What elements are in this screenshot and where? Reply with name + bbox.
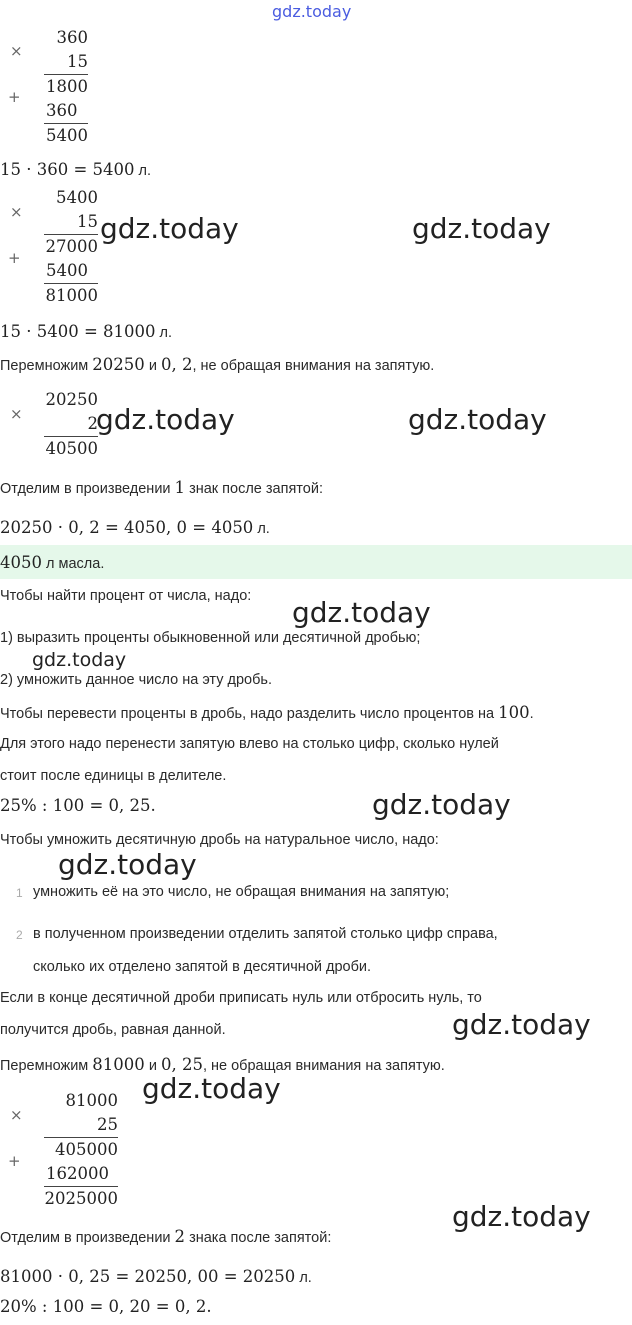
times-sign: × xyxy=(10,42,23,60)
equation-expr: 15 · 360 = 5400 xyxy=(0,160,135,179)
answer xyxy=(0,553,104,572)
number: 81000 xyxy=(92,1055,145,1074)
number: 20250 xyxy=(92,355,145,374)
watermark: gdz.today xyxy=(292,596,431,629)
watermark: gdz.today xyxy=(452,1008,591,1041)
plus-sign: + xyxy=(8,1152,21,1170)
rule-item: в полученном произведении отделить запятой столько цифр справа, xyxy=(33,926,498,942)
text: Отделим в произведении xyxy=(0,1230,175,1246)
partial-product: 162000 xyxy=(46,1164,109,1183)
times-sign: × xyxy=(10,405,23,423)
text-separate-line xyxy=(0,478,323,497)
text: и xyxy=(144,358,161,374)
text: . xyxy=(529,706,534,722)
rule-title: Чтобы умножить десятичную дробь на натуральное число, надо: xyxy=(0,832,439,848)
product: 5400 xyxy=(44,123,88,148)
plus-sign: + xyxy=(8,88,21,106)
partial-product: 405000 xyxy=(44,1137,118,1162)
equation-expr: 20250 · 0, 2 = 4050, 0 = 4050 xyxy=(0,518,254,537)
text: Чтобы перевести проценты в дробь, надо разделить число процентов на xyxy=(0,706,499,722)
rule-title: Чтобы найти процент от числа, надо: xyxy=(0,588,252,604)
number: 2 xyxy=(174,1227,186,1246)
factor: 2 xyxy=(87,414,98,433)
number: 100 xyxy=(498,703,530,722)
rule-item: 1) выразить проценты обыкновенной или десятичной дробью; xyxy=(0,630,421,646)
factor: 5400 xyxy=(56,188,98,207)
list-number: 2 xyxy=(16,928,23,942)
column-multiplication-2 xyxy=(44,186,98,308)
product: 2025000 xyxy=(44,1186,118,1211)
factor: 20250 xyxy=(45,390,98,409)
watermark: gdz.today xyxy=(372,788,511,821)
answer-value: 4050 xyxy=(0,553,42,572)
product: 81000 xyxy=(44,283,98,308)
rule-text: Если в конце десятичной дроби приписать нуль или отбросить нуль, то xyxy=(0,990,482,1006)
equation-expr: 81000 · 0, 25 = 20250, 00 = 20250 xyxy=(0,1267,296,1286)
column-multiplication-4 xyxy=(44,1089,118,1211)
number: 0, 2 xyxy=(160,355,193,374)
watermark: gdz.today xyxy=(452,1200,591,1233)
equation-unit: л. xyxy=(134,163,152,179)
factor: 15 xyxy=(77,212,98,231)
watermark: gdz.today xyxy=(408,403,547,436)
number: 0, 25 xyxy=(160,1055,203,1074)
rule-item: 2) умножить данное число на эту дробь. xyxy=(0,672,272,688)
partial-product: 360 xyxy=(46,101,78,120)
plus-sign: + xyxy=(8,249,21,267)
rule-text: стоит после единицы в делителе. xyxy=(0,768,227,784)
partial-product: 5400 xyxy=(46,261,88,280)
text-multiply-line xyxy=(0,355,434,374)
list-number: 1 xyxy=(16,886,23,900)
rule-item: сколько их отделено запятой в десятичной дроби. xyxy=(33,959,372,975)
text-separate-line xyxy=(0,1227,331,1246)
rule-text xyxy=(0,703,534,722)
text: знака после запятой: xyxy=(185,1230,332,1246)
equation-2 xyxy=(0,322,172,341)
number: 1 xyxy=(174,478,186,497)
partial-product: 27000 xyxy=(44,234,98,259)
factor: 81000 xyxy=(65,1091,118,1110)
column-multiplication-1 xyxy=(44,26,88,148)
watermark: gdz.today xyxy=(100,212,239,245)
equation-5 xyxy=(0,1267,312,1286)
product: 40500 xyxy=(44,436,98,461)
times-sign: × xyxy=(10,1106,23,1124)
equation-unit: л. xyxy=(295,1270,312,1286)
partial-product: 1800 xyxy=(44,74,88,99)
text: , не обращая внимания на запятую. xyxy=(202,1058,445,1074)
rule-text: получится дробь, равная данной. xyxy=(0,1022,226,1038)
equation-3 xyxy=(0,518,270,537)
factor: 15 xyxy=(67,52,88,71)
equation-4: 25% : 100 = 0, 25. xyxy=(0,796,156,815)
times-sign: × xyxy=(10,203,23,221)
column-multiplication-3 xyxy=(44,388,98,461)
watermark: gdz.today xyxy=(412,212,551,245)
equation-unit: л. xyxy=(155,325,173,341)
equation-1 xyxy=(0,160,151,179)
watermark: gdz.today xyxy=(142,1072,281,1105)
text: и xyxy=(144,1058,161,1074)
text: Перемножим xyxy=(0,1058,93,1074)
rule-item: умножить её на это число, не обращая внимания на запятую; xyxy=(33,884,450,900)
watermark: gdz.today xyxy=(32,649,127,671)
text: знак после запятой: xyxy=(185,481,323,497)
factor: 25 xyxy=(97,1115,118,1134)
rule-text: Для этого надо перенести запятую влево на столько цифр, сколько нулей xyxy=(0,736,499,752)
text: Отделим в произведении xyxy=(0,481,175,497)
equation-unit: л. xyxy=(253,521,270,537)
factor: 360 xyxy=(56,28,88,47)
text: Перемножим xyxy=(0,358,93,374)
watermark: gdz.today xyxy=(58,848,197,881)
answer-text: л масла. xyxy=(42,556,105,572)
equation-expr: 15 · 5400 = 81000 xyxy=(0,322,156,341)
watermark: gdz.today xyxy=(96,403,235,436)
watermark-top: gdz.today xyxy=(272,2,352,21)
text: , не обращая внимания на запятую. xyxy=(192,358,435,374)
equation-6: 20% : 100 = 0, 20 = 0, 2. xyxy=(0,1297,212,1316)
